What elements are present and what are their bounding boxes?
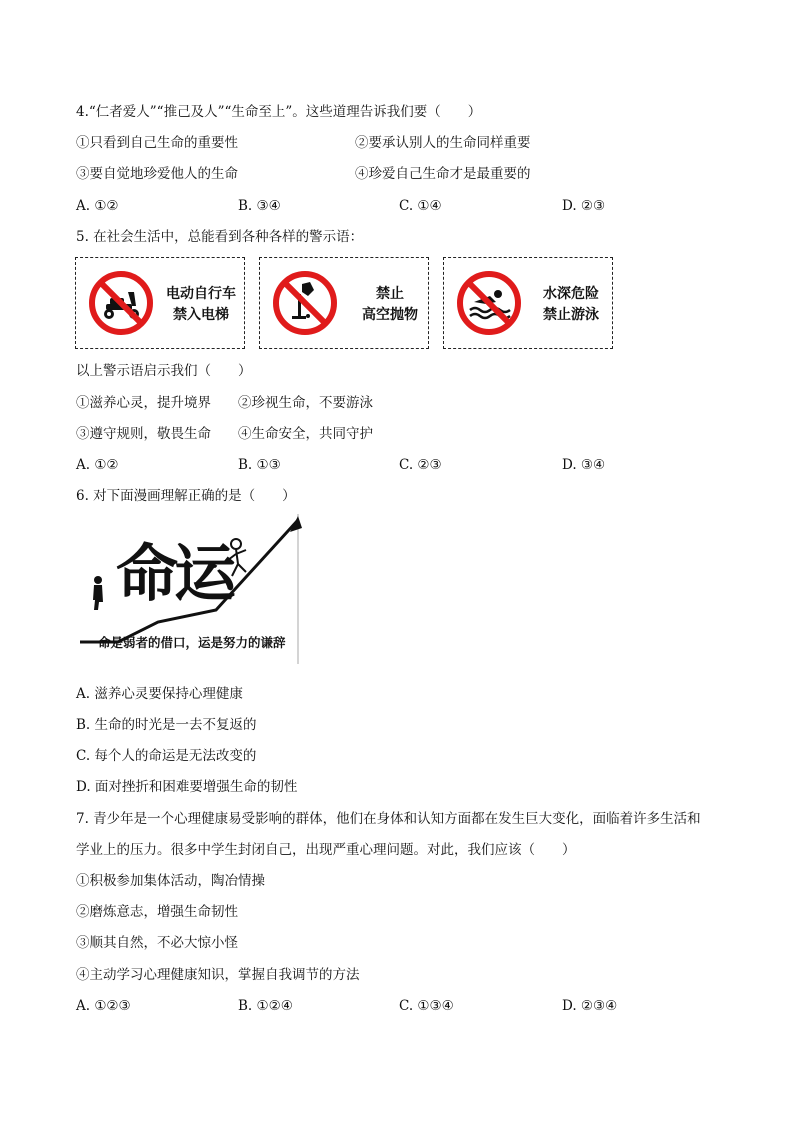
q6-option-d[interactable]: D. 面对挫折和困难要增强生命的韧性 <box>76 779 298 795</box>
q7-item-4: ④主动学习心理健康知识，掌握自我调节的方法 <box>76 967 360 983</box>
q7-option-c[interactable]: C. ①③④ <box>399 998 454 1014</box>
sign-3-line-2: 禁止游泳 <box>543 307 599 323</box>
q7-item-2: ②磨炼意志，增强生命韧性 <box>76 904 238 920</box>
sign-1-line-2: 禁入电梯 <box>173 307 229 323</box>
cartoon-big-text: 命运 <box>116 537 233 610</box>
warning-sign-e-bike <box>75 257 245 349</box>
sign-1-line-1: 电动自行车 <box>166 286 236 302</box>
q5-items-row-1: ①滋养心灵，提升境界 ②珍视生命，不要游泳 <box>76 395 373 411</box>
q7-stem-line-1: 7. 青少年是一个心理健康易受影响的群体，他们在身体和认知方面都在发生巨大变化，面临着许多生活和 <box>76 811 701 827</box>
q4-item-4: ④珍爱自己生命才是最重要的 <box>355 166 531 182</box>
q5-items-row-2: ③遵守规则，敬畏生命 ④生命安全，共同守护 <box>76 426 373 442</box>
q7-item-1: ①积极参加集体活动，陶冶情操 <box>76 873 265 889</box>
q4-stem: 4.“仁者爱人”“推己及人”“生命至上”。这些道理告诉我们要（ ） <box>76 104 482 120</box>
q5-option-d[interactable]: D. ③④ <box>562 457 606 473</box>
q5-option-c[interactable]: C. ②③ <box>399 457 442 473</box>
q4-option-c[interactable]: C. ①④ <box>399 198 442 214</box>
q7-option-d[interactable]: D. ②③④ <box>562 998 618 1014</box>
fate-cartoon <box>76 514 336 666</box>
sign-2-line-1: 禁止 <box>376 286 404 302</box>
q5-option-b[interactable]: B. ①③ <box>238 457 281 473</box>
q6-option-a[interactable]: A. 滋养心灵要保持心理健康 <box>76 686 243 702</box>
q6-option-b[interactable]: B. 生命的时光是一去不复返的 <box>76 717 257 733</box>
sign-3-line-1: 水深危险 <box>543 286 599 302</box>
q5-prompt: 以上警示语启示我们（ ） <box>76 363 252 379</box>
q5-option-a[interactable]: A. ①② <box>76 457 119 473</box>
q4-item-2: ②要承认别人的生命同样重要 <box>355 135 531 151</box>
q7-option-a[interactable]: A. ①②③ <box>76 998 131 1014</box>
q7-option-b[interactable]: B. ①②④ <box>238 998 293 1014</box>
no-e-bike-icon <box>88 270 154 336</box>
q4-option-a[interactable]: A. ①② <box>76 198 119 214</box>
sign-2-line-2: 高空抛物 <box>362 307 418 323</box>
q7-stem-line-2: 学业上的压力。很多中学生封闭自己，出现严重心理问题。对此，我们应该（ ） <box>76 842 576 858</box>
q7-item-3: ③顺其自然，不必大惊小怪 <box>76 935 238 951</box>
q4-item-1: ①只看到自己生命的重要性 <box>76 135 238 151</box>
q5-stem: 5. 在社会生活中，总能看到各种各样的警示语： <box>76 229 364 245</box>
no-swimming-icon <box>456 270 522 336</box>
warning-sign-throwing <box>259 257 429 349</box>
q4-item-3: ③要自觉地珍爱他人的生命 <box>76 166 238 182</box>
q4-option-d[interactable]: D. ②③ <box>562 198 606 214</box>
q6-option-c[interactable]: C. 每个人的命运是无法改变的 <box>76 748 257 764</box>
warning-sign-swimming <box>443 257 613 349</box>
q4-option-b[interactable]: B. ③④ <box>238 198 281 214</box>
no-throwing-icon <box>272 270 338 336</box>
q6-stem: 6. 对下面漫画理解正确的是（ ） <box>76 488 296 504</box>
cartoon-caption: 命是弱者的借口，运是努力的谦辞 <box>98 635 286 650</box>
